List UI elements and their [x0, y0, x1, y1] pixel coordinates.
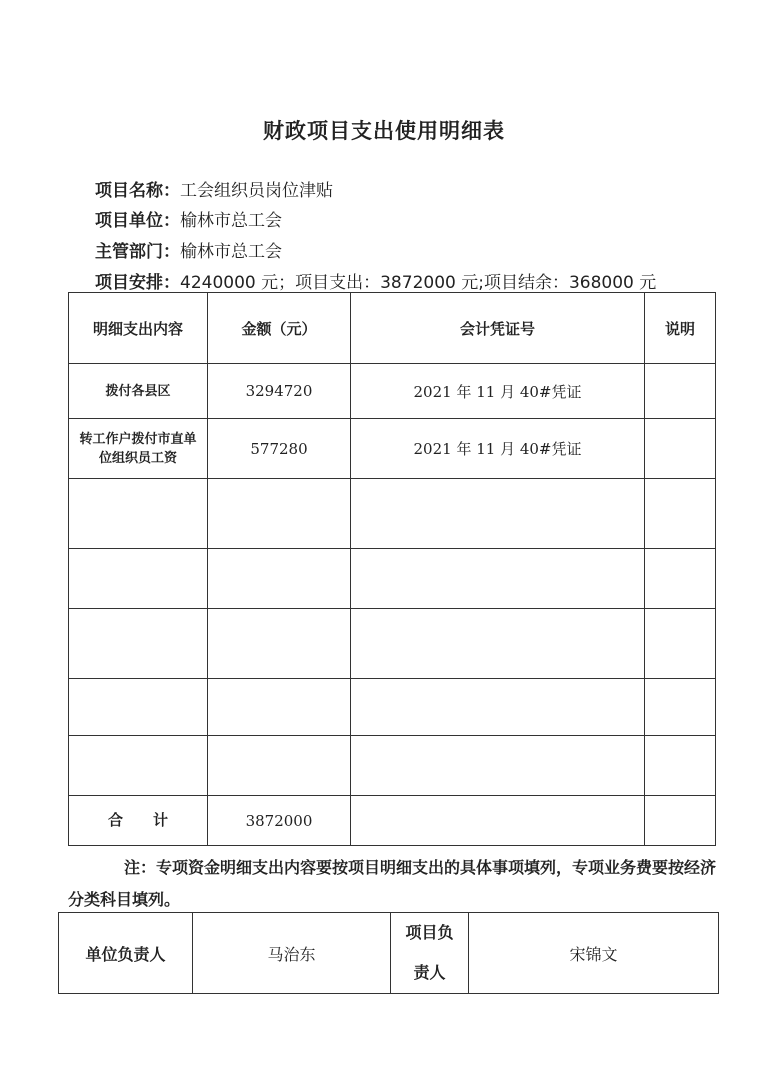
total-amount: 3872000 [208, 796, 351, 846]
project-head-label-line1: 项目负 [405, 923, 454, 942]
header-content: 明细支出内容 [69, 293, 208, 364]
row-note [645, 419, 716, 479]
project-head-label [391, 913, 469, 994]
row-content: 转工作户拨付市直单位组织员工资 [69, 419, 208, 479]
header-note: 说明 [645, 293, 716, 364]
table-header-row [69, 293, 716, 364]
row-amount: 577280 [208, 419, 351, 479]
row-voucher: 2021 年 11 月 40#凭证 [351, 419, 645, 479]
table-row-empty [69, 736, 716, 796]
page-title: 财政项目支出使用明细表 [263, 119, 505, 143]
project-unit-label: 项目单位： [95, 211, 180, 231]
department-line [95, 237, 282, 262]
table-row-empty [69, 679, 716, 736]
project-head-label-line2: 责人 [413, 963, 446, 982]
row-amount: 3294720 [208, 364, 351, 419]
expense-detail-table [68, 292, 716, 846]
project-plan-label: 项目安排： [95, 273, 180, 293]
row-content: 拨付各县区 [69, 364, 208, 419]
project-name-line [95, 176, 333, 201]
unit-head-name: 马治东 [193, 913, 391, 994]
row-note [645, 364, 716, 419]
signature-table [58, 912, 719, 994]
footnote: 注：专项资金明细支出内容要按项目明细支出的具体事项填列，专项业务费要按经济分类科目填列。 [68, 858, 717, 909]
project-name-value: 工会组织员岗位津贴 [180, 181, 333, 201]
project-name-label: 项目名称： [95, 181, 180, 201]
total-label: 合 计 [69, 796, 208, 846]
department-value: 榆林市总工会 [180, 242, 282, 262]
table-row [69, 419, 716, 479]
table-row-empty [69, 609, 716, 679]
unit-head-label: 单位负责人 [59, 913, 193, 994]
table-row [69, 364, 716, 419]
table-row-empty [69, 549, 716, 609]
row-voucher: 2021 年 11 月 40#凭证 [351, 364, 645, 419]
project-plan-value: 4240000 元；项目支出：3872000 元;项目结余：368000 元 [180, 273, 657, 293]
project-unit-value: 榆林市总工会 [180, 211, 282, 231]
project-unit-line [95, 206, 282, 231]
table-total-row [69, 796, 716, 846]
table-row-empty [69, 479, 716, 549]
project-head-name: 宋锦文 [469, 913, 719, 994]
department-label: 主管部门： [95, 242, 180, 262]
header-voucher: 会计凭证号 [351, 293, 645, 364]
project-plan-line [95, 268, 656, 293]
header-amount: 金额（元） [208, 293, 351, 364]
